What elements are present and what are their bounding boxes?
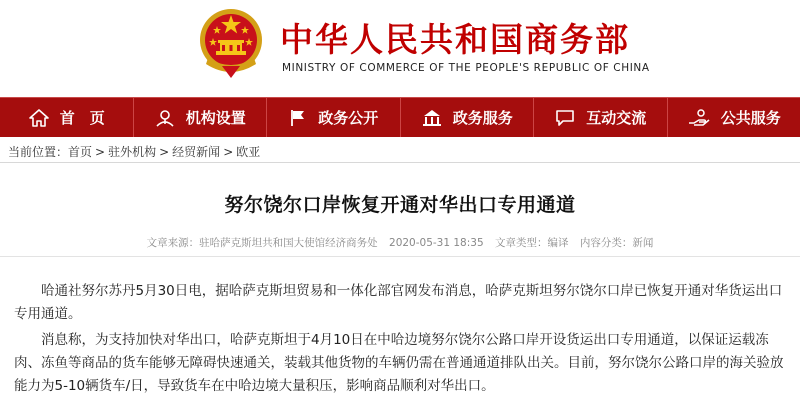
breadcrumb-separator: > bbox=[223, 145, 234, 159]
national-emblem-icon[interactable] bbox=[198, 6, 264, 80]
flag-icon bbox=[288, 108, 308, 128]
nav-item-public-services[interactable] bbox=[668, 98, 800, 137]
breadcrumb bbox=[8, 143, 260, 160]
chat-icon bbox=[554, 108, 576, 128]
breadcrumb-link-overseas[interactable]: 驻外机构 bbox=[108, 145, 157, 159]
main-nav bbox=[0, 97, 800, 137]
nav-item-interaction[interactable] bbox=[534, 98, 668, 137]
nav-item-public-affairs[interactable] bbox=[267, 98, 401, 137]
breadcrumb-link-eurasia[interactable]: 欧亚 bbox=[236, 145, 261, 159]
divider bbox=[0, 162, 800, 163]
nav-item-home[interactable] bbox=[0, 98, 134, 137]
nav-item-label: 公共服务 bbox=[720, 109, 781, 127]
organization-icon bbox=[154, 108, 176, 128]
article-source: 文章来源：驻哈萨克斯坦共和国大使馆经济商务处 bbox=[146, 237, 378, 249]
hand-service-icon bbox=[687, 108, 711, 128]
nav-item-label: 机构设置 bbox=[185, 109, 246, 127]
nav-item-label: 政务服务 bbox=[452, 109, 513, 127]
site-subtitle: MINISTRY OF COMMERCE OF THE PEOPLE'S REPUBLIC OF CHINA bbox=[282, 62, 650, 74]
breadcrumb-link-news[interactable]: 经贸新闻 bbox=[172, 145, 221, 159]
article-meta bbox=[0, 235, 800, 250]
site-header bbox=[0, 0, 800, 92]
article-content-type: 内容分类：新闻 bbox=[579, 237, 654, 249]
article-paragraph: 哈通社努尔苏丹5月30日电，据哈萨克斯坦贸易和一体化部官网发布消息，哈萨克斯坦努尔饶尔口岸已恢复开通对华货运出口专用通道。 bbox=[14, 283, 783, 322]
home-icon bbox=[28, 108, 50, 128]
breadcrumb-prefix: 当前位置： bbox=[8, 145, 69, 159]
article-paragraph: 消息称，为支持加快对华出口，哈萨克斯坦于4月10日在中哈边境努尔饶尔公路口岸开设货运出口专用通道，以保证运载冻肉、冻鱼等商品的货车能够无障碍快速通关，装载其他货物的车辆仍需在普通通道排队出关。目前，努尔饶尔公路口岸的海关验放能力为5-10辆货车/日，导致货车在中哈边境大量积压，影响商品顺利对华出口。 bbox=[14, 332, 784, 394]
nav-item-label: 互动交流 bbox=[586, 109, 647, 127]
nav-item-organization[interactable] bbox=[134, 98, 268, 137]
article-title: 努尔饶尔口岸恢复开通对华出口专用通道 bbox=[224, 194, 576, 216]
breadcrumb-separator: > bbox=[159, 145, 170, 159]
breadcrumb-link-home[interactable]: 首页 bbox=[68, 145, 93, 159]
article-date: 2020-05-31 18:35 bbox=[389, 237, 484, 249]
divider bbox=[0, 256, 800, 257]
article-editor: 文章类型：编译 bbox=[494, 237, 569, 249]
nav-item-label: 首 页 bbox=[59, 109, 105, 127]
government-services-icon bbox=[421, 108, 443, 128]
breadcrumb-separator: > bbox=[95, 145, 106, 159]
site-title: 中华人民共和国商务部 bbox=[280, 20, 630, 59]
nav-item-government-services[interactable] bbox=[401, 98, 535, 137]
nav-item-label: 政务公开 bbox=[318, 109, 379, 127]
